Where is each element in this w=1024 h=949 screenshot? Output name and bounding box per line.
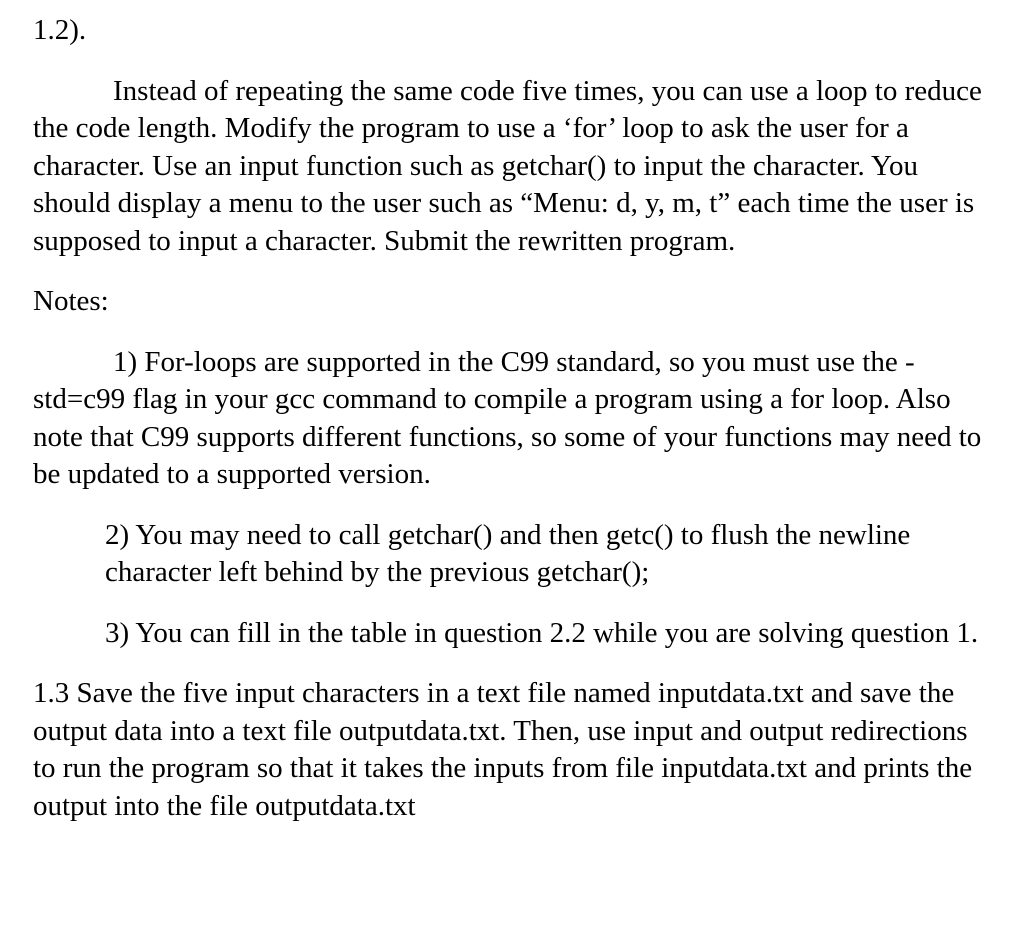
- paragraph-1-3-file-redirection: 1.3 Save the five input characters in a text file named inputdata.txt and save the output data into a text file outputdata.txt. Then, use input and output redirections to run the program so that it takes the inputs from file inputdata.txt and prints the output into the file outputdata.txt: [33, 677, 973, 822]
- note-1: 1) For-loops are supported in the C99 standard, so you must use the -std=c99 flag in your gcc command to compile a program using a for loop. Also note that C99 supports different functions, so some of your functions may need to be updated to a supported version.: [33, 345, 982, 490]
- note-3: 3) You can fill in the table in question 2.2 while you are solving question 1.: [105, 616, 979, 649]
- note-2: 2) You may need to call getchar() and then getc() to flush the newline character left behind by the previous getchar();: [105, 518, 911, 588]
- notes-heading: Notes:: [33, 285, 109, 317]
- paragraph-loop-instructions: Instead of repeating the same code five times, you can use a loop to reduce the code length. Modify the program to use a ‘for’ loop to ask the user for a character. Use an input function such as getchar() to input the character. You should display a menu to the user such as “Menu: d, y, m, t” each time the user is supposed to input a character. Submit the rewritten program.: [33, 74, 982, 257]
- section-reference: 1.2).: [33, 14, 87, 46]
